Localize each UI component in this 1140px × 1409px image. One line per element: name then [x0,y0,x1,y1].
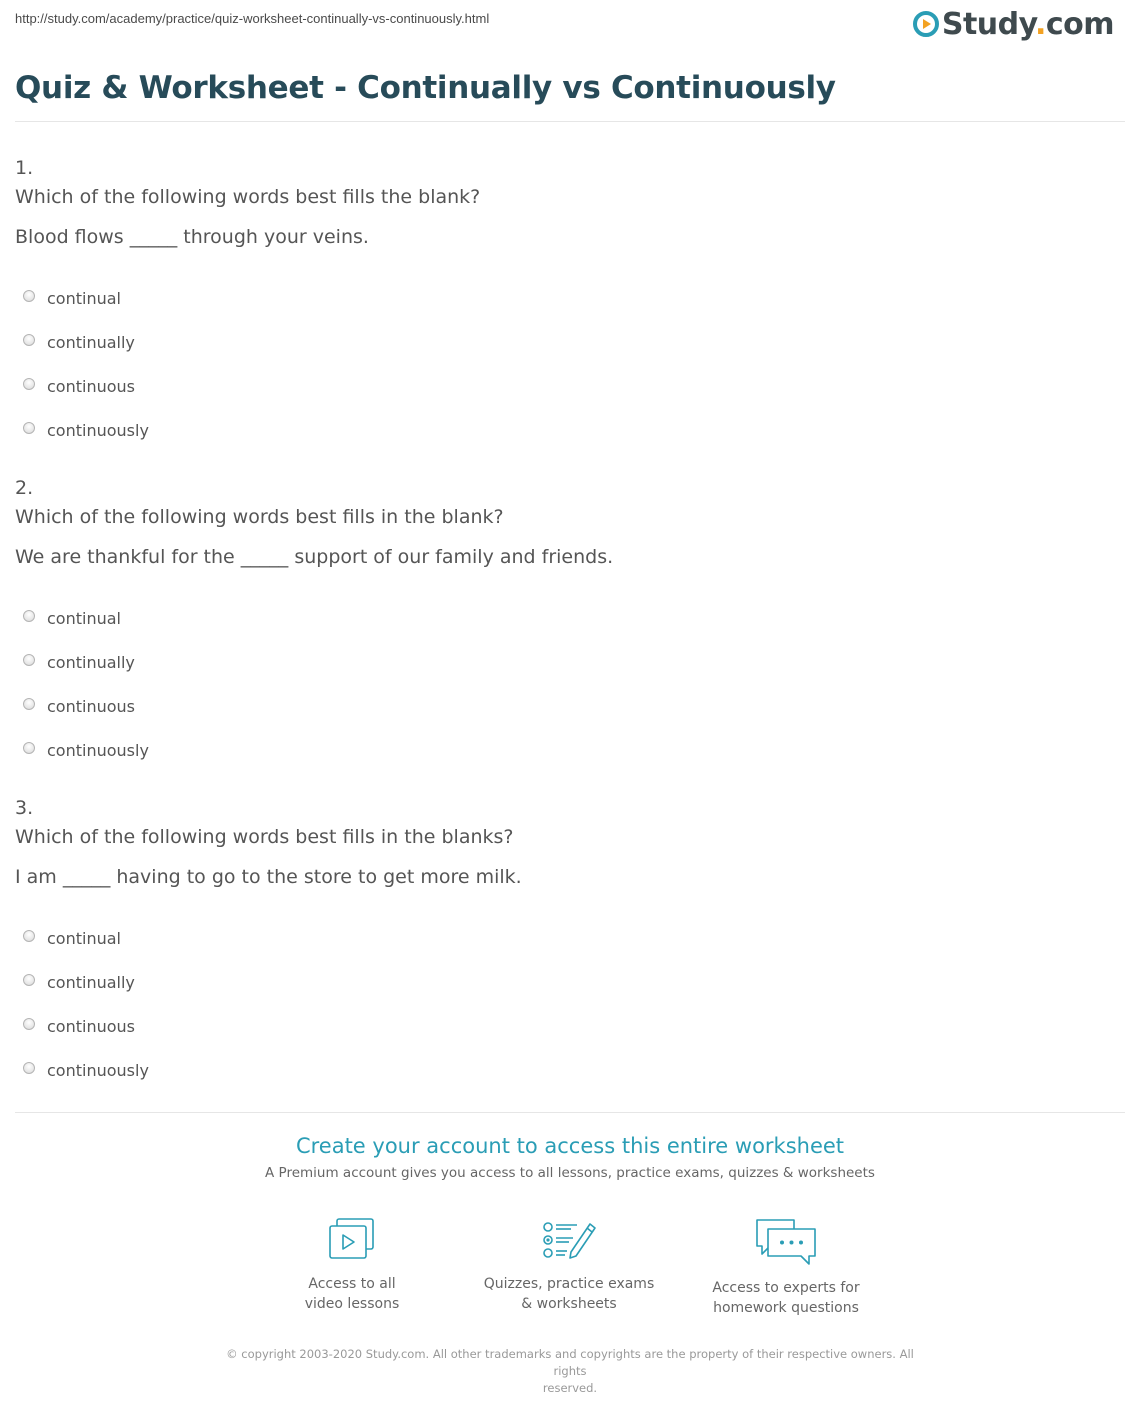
option-label: continual [47,928,121,948]
feature-label-line: homework questions [713,1300,859,1316]
feature-label-line: Access to experts for [712,1280,860,1296]
option-label: continuous [47,1016,135,1036]
answer-option[interactable] [15,640,1115,684]
option-label: continuously [47,420,149,440]
feature-label-line: video lessons [304,1296,400,1312]
study-logo[interactable] [913,6,1114,42]
radio-button[interactable] [23,742,35,754]
question-3 [15,794,1115,1092]
feature-quizzes [474,1216,664,1314]
answer-option[interactable] [15,960,1115,1004]
top-bar [0,0,1140,60]
answer-option[interactable] [15,1004,1115,1048]
radio-button[interactable] [23,610,35,622]
feature-label [474,1274,664,1314]
question-sentence: Blood flows _____ through your veins. [15,226,369,248]
radio-button[interactable] [23,422,35,434]
option-label: continually [47,652,135,672]
answer-option[interactable] [15,276,1115,320]
question-prompt: Which of the following words best fills in the blank? [15,506,504,528]
answer-options [15,276,1115,452]
question-number: 3. [15,797,34,819]
question-number: 2. [15,477,34,499]
feature-label-line: & worksheets [521,1296,617,1312]
page-url: http://study.com/academy/practice/quiz-worksheet-continually-vs-continuously.html [15,11,490,26]
question-prompt: Which of the following words best fills the blank? [15,186,481,208]
title-divider [15,121,1125,122]
feature-experts [691,1216,881,1318]
feature-video-lessons [257,1216,447,1314]
answer-option[interactable] [15,916,1115,960]
option-label: continually [47,332,135,352]
logo-tld: com [1045,6,1114,42]
answer-option[interactable] [15,1048,1115,1092]
answer-option[interactable] [15,408,1115,452]
chat-bubbles-icon [754,1216,818,1266]
radio-button[interactable] [23,974,35,986]
answer-option[interactable] [15,320,1115,364]
question-sentence: We are thankful for the _____ support of our family and friends. [15,546,614,568]
option-label: continuously [47,1060,149,1080]
option-label: continuously [47,740,149,760]
section-divider [15,1112,1125,1113]
option-label: continual [47,288,121,308]
answer-options [15,596,1115,772]
quiz-checklist-icon [541,1216,597,1262]
question-prompt: Which of the following words best fills in the blanks? [15,826,514,848]
radio-button[interactable] [23,378,35,390]
copyright-line: © copyright 2003-2020 Study.com. All other trademarks and copyrights are the property of their respective owners. All rights [226,1347,914,1378]
radio-button[interactable] [23,698,35,710]
question-sentence: I am _____ having to go to the store to get more milk. [15,866,522,888]
promo-title[interactable]: Create your account to access this entire worksheet [295,1134,845,1158]
feature-label-line: Quizzes, practice exams [483,1276,655,1292]
answer-option[interactable] [15,596,1115,640]
radio-button[interactable] [23,930,35,942]
feature-label [257,1274,447,1314]
radio-button[interactable] [23,1018,35,1030]
option-label: continuous [47,696,135,716]
radio-button[interactable] [23,290,35,302]
play-circle-icon [913,11,939,37]
question-2 [15,474,1115,772]
radio-button[interactable] [23,1062,35,1074]
logo-text [942,7,1114,42]
feature-label [691,1278,881,1318]
radio-button[interactable] [23,654,35,666]
answer-option[interactable] [15,364,1115,408]
option-label: continual [47,608,121,628]
copyright-line: reserved. [542,1381,598,1395]
feature-label-line: Access to all [308,1276,396,1292]
page-title: Quiz & Worksheet - Continually vs Continuously [15,70,836,106]
question-number: 1. [15,157,34,179]
copyright-notice [215,1346,925,1397]
option-label: continuous [47,376,135,396]
radio-button[interactable] [23,334,35,346]
answer-option[interactable] [15,684,1115,728]
question-1 [15,154,1115,452]
video-lessons-icon [325,1216,379,1262]
answer-option[interactable] [15,728,1115,772]
logo-dot: . [1034,6,1046,42]
answer-options [15,916,1115,1092]
option-label: continually [47,972,135,992]
logo-name: Study [941,6,1035,42]
promo-subtitle: A Premium account gives you access to all lessons, practice exams, quizzes & worksheets [265,1165,875,1181]
